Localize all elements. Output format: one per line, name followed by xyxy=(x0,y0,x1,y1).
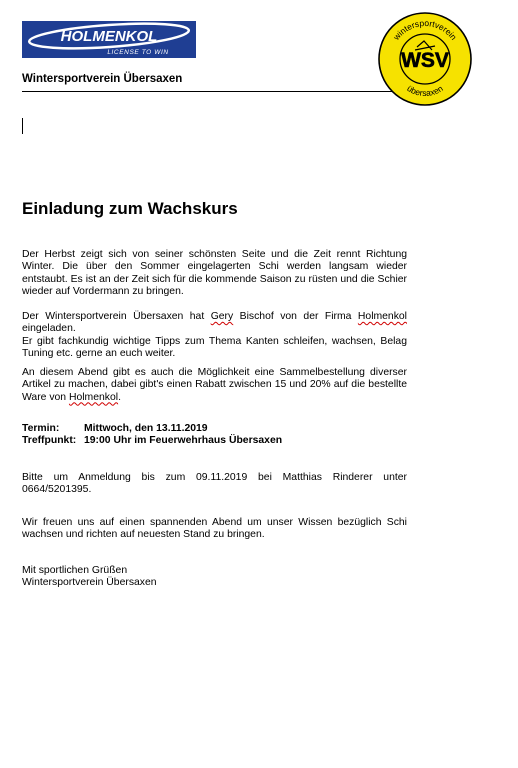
termin-row xyxy=(22,423,208,435)
wsv-logo-ring-text-top: wintersportverein xyxy=(391,17,459,42)
order-paragraph xyxy=(22,367,407,404)
p3-text-1: An diesem Abend gibt es auch die Möglichkeit eine Sammelbestellung diverser Artikel zu machen, dabei gibt's einen Rabatt zwischen 15 und 20% auf die bestellte Ware von xyxy=(22,367,407,403)
misspelled-word-holmenkol[interactable]: Holmenkol xyxy=(357,311,407,322)
treffpunkt-label: Treffpunkt: xyxy=(22,435,77,446)
termin-label: Termin: xyxy=(22,423,60,434)
treffpunkt-value: 19:00 Uhr im Feuerwehrhaus Übersaxen xyxy=(84,435,283,446)
signoff-greeting: Mit sportlichen Grüßen xyxy=(22,565,128,576)
termin-value: Mittwoch, den 13.11.2019 xyxy=(84,423,208,434)
holmenkol-logo xyxy=(22,21,196,58)
p2-text-3: eingeladen. xyxy=(22,323,76,335)
document-title: Einladung zum Wachskurs xyxy=(22,199,238,218)
closing-paragraph: Wir freuen uns auf einen spannenden Abend um unser Wissen bezüglich Schi wachsen und richten auf neuesten Stand zu bringen. xyxy=(22,517,407,541)
p2-text-line2: Er gibt fachkundig wichtige Tipps zum Thema Kanten schleifen, wachsen, Belag Tuning etc. gerne an euch weiter. xyxy=(22,335,407,359)
wsv-club-logo xyxy=(377,11,473,107)
p2-text-2: Bischof von der Firma xyxy=(233,311,358,322)
wsv-logo-monogram: WSV xyxy=(401,49,449,72)
invitation-paragraph xyxy=(22,311,407,360)
wsv-logo-ring-text-bottom: übersaxen xyxy=(405,83,445,99)
intro-paragraph: Der Herbst zeigt sich von seiner schönsten Seite und die Zeit rennt Richtung Winter. Die über den Sommer eingelagerten Schi werden langsam wieder entstaubt. Es ist an der Zeit sich für die kommende Saison zu rüsten und die Schier wieder auf Vordermann zu bringen. xyxy=(22,249,407,297)
organization-header: Wintersportverein Übersaxen xyxy=(22,73,183,85)
signoff xyxy=(22,565,407,590)
p2-text-1: Der Wintersportverein Übersaxen hat xyxy=(22,311,211,322)
holmenkol-logo-tagline: LICENSE TO WIN xyxy=(107,49,169,56)
misspelled-word-gery[interactable]: Gery xyxy=(210,311,234,322)
text-cursor xyxy=(22,118,23,134)
signoff-sender: Wintersportverein Übersaxen xyxy=(22,577,157,589)
treffpunkt-row xyxy=(22,435,282,447)
header-divider xyxy=(22,91,398,92)
misspelled-word-holmenkol-2[interactable]: Holmenkol xyxy=(68,391,119,403)
registration-paragraph: Bitte um Anmeldung bis zum 09.11.2019 bei Matthias Rinderer unter 0664/5201395. xyxy=(22,472,407,496)
holmenkol-logo-name: HOLMENKOL xyxy=(60,28,158,45)
p3-text-2: . xyxy=(118,391,121,403)
